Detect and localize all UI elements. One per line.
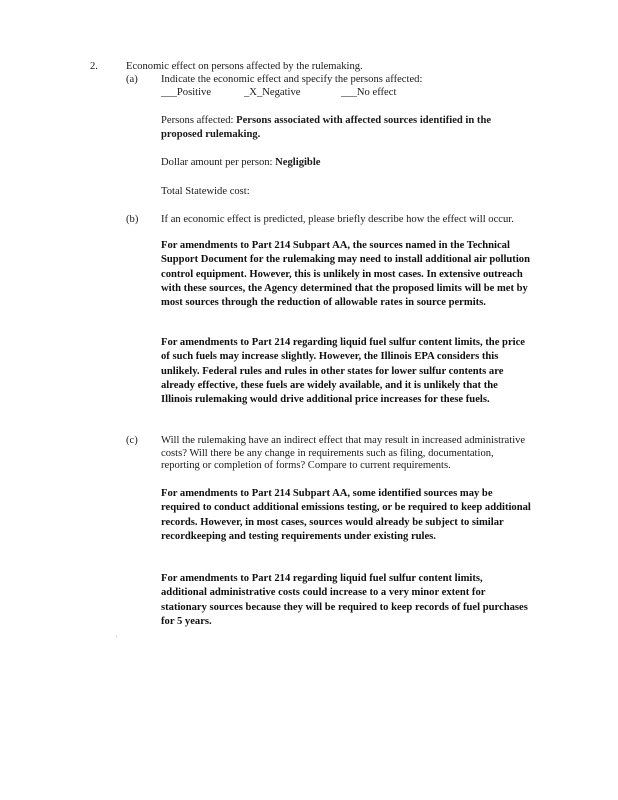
part-c-response-1: For amendments to Part 214 Subpart AA, some identified sources may be required to conduct additional emissions testing, or be required to keep additional records. However, in most cases, sources would already be subject to similar recordkeeping and testing requirements under existing rules. xyxy=(161,488,531,542)
scan-speck xyxy=(116,636,117,637)
dollar-value: Negligible xyxy=(275,157,321,168)
persons-affected-value: Persons associated with affected sources identified in the proposed rulemaking. xyxy=(161,115,492,141)
total-statewide-cost-label: Total Statewide cost: xyxy=(161,186,250,197)
option-no-effect: ___No effect xyxy=(341,87,397,98)
section-number: 2. xyxy=(90,61,98,72)
option-negative: _X_Negative xyxy=(244,87,301,98)
part-b-response-1: For amendments to Part 214 Subpart AA, the sources named in the Technical Support Document for the rulemaking may need to install additional air pollution control equipment. However, this is unlikely in most cases. In extensive outreach with these sources, the Agency determined that the proposed limits will be met by most sources through the reduction of allowable rates in source permits. xyxy=(161,240,530,309)
part-b-label: (b) xyxy=(126,214,139,225)
part-a-prompt: Indicate the economic effect and specify the persons affected: xyxy=(161,74,423,85)
dollar-per-person xyxy=(161,157,320,170)
part-a-label: (a) xyxy=(126,74,138,85)
section-title: Economic effect on persons affected by the rulemaking. xyxy=(126,61,363,72)
persons-affected-label: Persons affected: xyxy=(161,115,234,126)
option-positive: ___Positive xyxy=(161,87,212,98)
part-c-prompt: Will the rulemaking have an indirect effect that may result in increased administrative costs? Will there be any change in requirements such as filing, documentation, reporting or completion of forms? Compare to current requirements. xyxy=(161,435,526,472)
part-b-prompt: If an economic effect is predicted, please briefly describe how the effect will occur. xyxy=(161,214,514,225)
part-b-response-2: For amendments to Part 214 regarding liquid fuel sulfur content limits, the price of such fuels may increase slightly. However, the Illinois EPA considers this unlikely. Federal rules and rules in other states for lower sulfur contents are already effective, these fuels are widely available, and it is unlikely that the Illinois rulemaking would drive additional price increases for these fuels. xyxy=(161,337,525,406)
part-c-label: (c) xyxy=(126,435,138,446)
part-c-response-2: For amendments to Part 214 regarding liquid fuel sulfur content limits, additional administrative costs could increase to a very minor extent for stationary sources because they will be required to keep records of fuel purchases for 5 years. xyxy=(161,573,528,627)
persons-affected xyxy=(161,114,531,143)
dollar-label: Dollar amount per person: xyxy=(161,157,273,168)
